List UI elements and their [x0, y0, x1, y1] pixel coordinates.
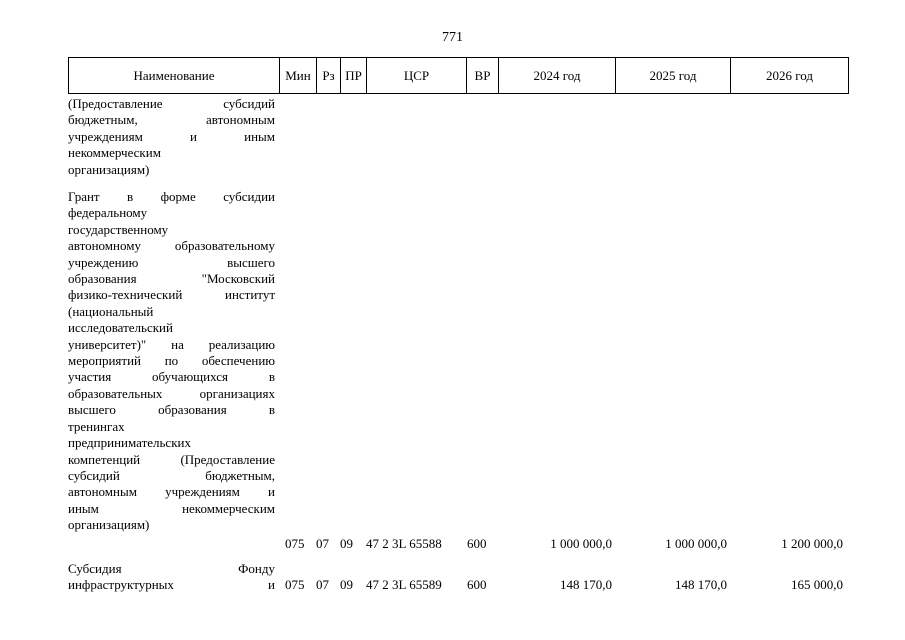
row-1-name-line: организациям) — [68, 161, 150, 177]
row-3-2025: 148 170,0 — [675, 577, 727, 592]
row-2-name-line: субсидий бюджетным, — [68, 467, 275, 483]
header-pr: ПР — [341, 58, 367, 93]
row-2-csr: 47 2 3L 65588 — [366, 536, 442, 551]
row-2-2025: 1 000 000,0 — [665, 536, 727, 551]
row-3-csr: 47 2 3L 65589 — [366, 577, 442, 592]
row-2-name-line: компетенций (Предоставление — [68, 451, 275, 467]
table-header — [68, 57, 849, 94]
row-2-min: 075 — [285, 536, 305, 551]
row-2-name-line: образования "Московский — [68, 271, 275, 287]
row-2-vr: 600 — [467, 536, 487, 551]
row-1-name — [68, 96, 275, 178]
row-2-name-line: Грант в форме субсидии — [68, 189, 275, 204]
row-3-pr: 09 — [340, 577, 353, 592]
row-2-rz: 07 — [316, 536, 329, 551]
header-2024: 2024 год — [499, 58, 616, 93]
row-3-2026: 165 000,0 — [791, 577, 843, 592]
row-2-name-line: мероприятий по обеспечению — [68, 353, 275, 369]
row-2-2026: 1 200 000,0 — [781, 536, 843, 551]
header-rz: Рз — [317, 58, 341, 93]
header-2025: 2025 год — [616, 58, 731, 93]
row-2-name-line: учреждению высшего — [68, 254, 275, 270]
header-vr: ВР — [467, 58, 499, 93]
row-2-name-line: образовательных организациях — [68, 385, 275, 401]
row-3-name — [68, 561, 275, 594]
row-2-name — [68, 189, 275, 534]
row-1-name-line: бюджетным, автономным — [68, 112, 275, 128]
row-3-2024: 148 170,0 — [560, 577, 612, 592]
row-2-name-line: (национальный — [68, 303, 154, 319]
row-1-name-line: (Предоставление субсидий — [68, 96, 275, 111]
row-2-name-line: высшего образования в — [68, 402, 275, 418]
row-1-name-line: некоммерческим — [68, 145, 161, 161]
row-3-min: 075 — [285, 577, 305, 592]
row-2-name-line: исследовательский — [68, 320, 173, 336]
row-2-name-line: автономному образовательному — [68, 238, 275, 254]
row-2-name-line: федеральному — [68, 205, 148, 221]
row-2-name-line: университет)" на реализацию — [68, 336, 275, 352]
row-2-2024: 1 000 000,0 — [550, 536, 612, 551]
row-2-name-line: иным некоммерческим — [68, 500, 275, 516]
row-2-name-line: предпринимательских — [68, 435, 191, 451]
page-number: 771 — [442, 30, 463, 45]
row-2-name-line: государственному — [68, 221, 169, 237]
row-2-name-line: физико-технический институт — [68, 287, 275, 303]
row-2-name-line: тренингах — [68, 418, 125, 434]
row-1-name-line: учреждениям и иным — [68, 128, 275, 144]
row-2-name-line: автономным учреждениям и — [68, 484, 275, 500]
header-name: Наименование — [69, 58, 280, 93]
header-2026: 2026 год — [766, 68, 813, 83]
row-2-name-line: организациям) — [68, 517, 150, 533]
row-3-vr: 600 — [467, 577, 487, 592]
row-2-name-line: участия обучающихся в — [68, 369, 275, 385]
row-2-pr: 09 — [340, 536, 353, 551]
row-3-name-line: инфраструктурных и — [68, 577, 275, 593]
header-csr: ЦСР — [367, 58, 467, 93]
row-3-name-line: Субсидия Фонду — [68, 561, 275, 576]
header-min: Мин — [280, 58, 317, 93]
row-3-rz: 07 — [316, 577, 329, 592]
